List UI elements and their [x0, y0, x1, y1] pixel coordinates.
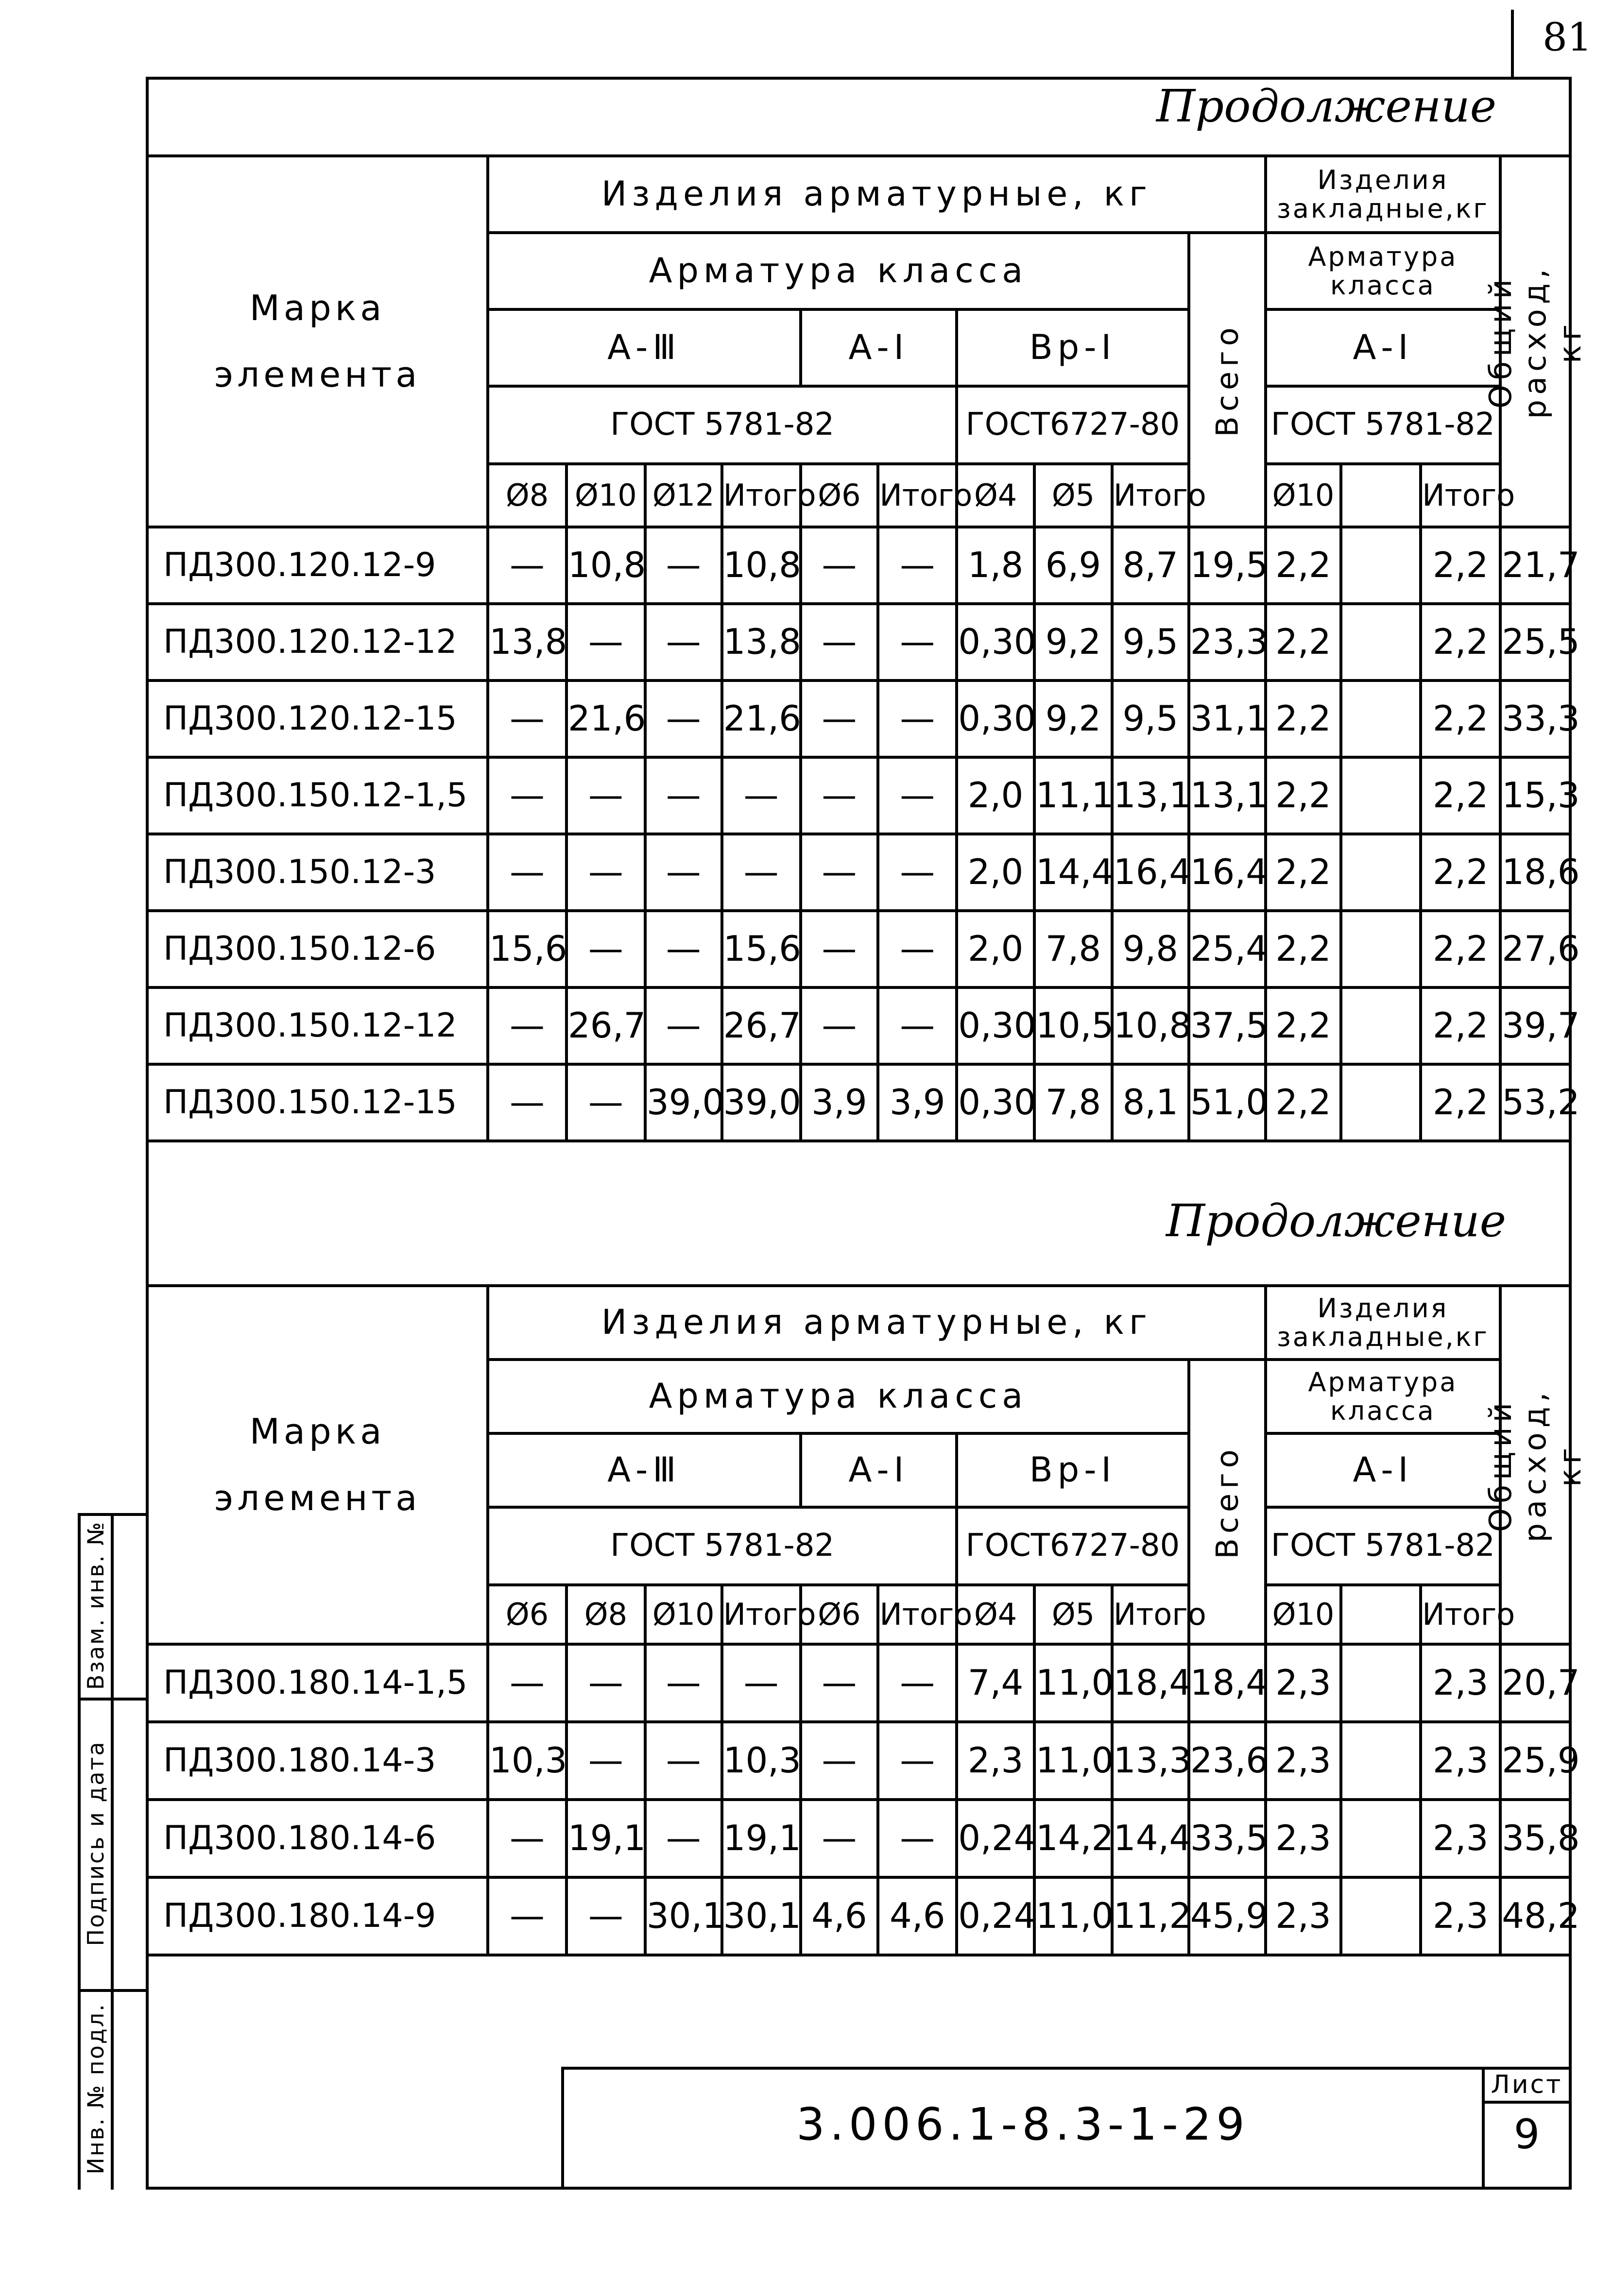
- subcol-header: Ø4: [957, 464, 1034, 527]
- table2: [146, 1284, 1588, 1956]
- table1-body: [147, 527, 1580, 1141]
- value-cell: 35,8: [1500, 1800, 1570, 1877]
- value-cell: 2,0: [957, 834, 1034, 911]
- value-cell: [1341, 1064, 1421, 1141]
- table-row: [147, 834, 1570, 911]
- value-cell: [1341, 757, 1421, 834]
- value-cell: —: [878, 1644, 957, 1722]
- embedded-gost-5781-header: ГОСТ 5781-82: [1266, 1507, 1501, 1585]
- table-row: [147, 1064, 1570, 1141]
- value-cell: 20,7: [1500, 1644, 1570, 1722]
- value-cell: 4,6: [878, 1877, 957, 1955]
- subcol-header: Ø10: [1266, 1585, 1341, 1644]
- value-cell: 19,5: [1189, 527, 1266, 604]
- table2-caption: Продолжение: [1166, 1195, 1507, 1247]
- value-cell: [1341, 680, 1421, 757]
- subcol-header: Ø10: [645, 1585, 722, 1644]
- value-cell: 33,5: [1189, 1800, 1266, 1877]
- value-cell: 7,8: [1034, 1064, 1112, 1141]
- table-row: [147, 680, 1570, 757]
- overall-header: [1483, 156, 1588, 527]
- value-cell: 14,2: [1034, 1800, 1112, 1877]
- element-mark-cell: ПД300.180.14-1,5: [147, 1644, 488, 1722]
- page-number: 81: [1543, 15, 1592, 60]
- subcol-header: Итого: [722, 464, 801, 527]
- value-cell: 2,2: [1266, 987, 1341, 1064]
- value-cell: —: [645, 987, 722, 1064]
- value-cell: 11,0: [1034, 1877, 1112, 1955]
- subcol-header: Итого: [722, 1585, 801, 1644]
- value-cell: 10,3: [488, 1722, 566, 1800]
- value-cell: 30,1: [722, 1877, 801, 1955]
- value-cell: 9,2: [1034, 604, 1112, 680]
- value-cell: 4,6: [801, 1877, 878, 1955]
- subcol-header: Ø10: [566, 464, 645, 527]
- value-cell: 26,7: [566, 987, 645, 1064]
- element-mark-header: Марка элемента: [147, 1286, 488, 1644]
- sidebar-original-inv: Инв. № подл.: [83, 2003, 109, 2175]
- value-cell: —: [645, 1722, 722, 1800]
- element-mark-cell: ПД300.120.12-9: [147, 527, 488, 604]
- gost-5781-header: ГОСТ 5781-82: [488, 1507, 957, 1585]
- frame-bottom-line: [146, 2187, 1572, 2190]
- total-label: Всего: [1209, 323, 1245, 437]
- table-row: [147, 1722, 1570, 1800]
- value-cell: —: [878, 834, 957, 911]
- value-cell: —: [801, 680, 878, 757]
- value-cell: 19,1: [722, 1800, 801, 1877]
- value-cell: [1341, 834, 1421, 911]
- value-cell: 23,6: [1189, 1722, 1266, 1800]
- value-cell: 11,2: [1112, 1877, 1189, 1955]
- value-cell: 2,3: [1266, 1722, 1341, 1800]
- total-label: Всего: [1209, 1445, 1245, 1559]
- value-cell: 2,3: [1266, 1644, 1341, 1722]
- value-cell: —: [801, 987, 878, 1064]
- value-cell: 13,1: [1112, 757, 1189, 834]
- table1: [146, 154, 1588, 1142]
- value-cell: —: [878, 911, 957, 987]
- value-cell: —: [878, 987, 957, 1064]
- class-a3-header: А-Ⅲ: [488, 1433, 800, 1507]
- value-cell: 9,2: [1034, 680, 1112, 757]
- table-row: [147, 987, 1570, 1064]
- value-cell: 51,0: [1189, 1064, 1266, 1141]
- table-row: [147, 911, 1570, 987]
- class-bp1-header: Вр-I: [957, 1433, 1189, 1507]
- overall-header: [1483, 1286, 1588, 1644]
- value-cell: 0,30: [957, 987, 1034, 1064]
- total-header: [1189, 1360, 1266, 1644]
- value-cell: 9,5: [1112, 680, 1189, 757]
- sidebar-divider-1: [78, 1698, 149, 1701]
- frame-top-line: [146, 77, 1572, 80]
- element-mark-cell: ПД300.150.12-1,5: [147, 757, 488, 834]
- value-cell: —: [488, 1800, 566, 1877]
- value-cell: 13,8: [722, 604, 801, 680]
- value-cell: 11,0: [1034, 1722, 1112, 1800]
- value-cell: 2,0: [957, 757, 1034, 834]
- subcol-header: Итого: [1112, 1585, 1189, 1644]
- value-cell: 0,30: [957, 1064, 1034, 1141]
- value-cell: 10,8: [1112, 987, 1189, 1064]
- value-cell: 2,2: [1421, 680, 1500, 757]
- value-cell: —: [722, 834, 801, 911]
- table2-body: [147, 1644, 1580, 1955]
- element-mark-cell: ПД300.150.12-3: [147, 834, 488, 911]
- value-cell: —: [488, 987, 566, 1064]
- value-cell: 2,2: [1421, 604, 1500, 680]
- subcol-header: Ø8: [488, 464, 566, 527]
- subcol-header: Ø5: [1034, 464, 1112, 527]
- class-a1-header: А-I: [801, 1433, 957, 1507]
- value-cell: —: [878, 1722, 957, 1800]
- value-cell: [1341, 987, 1421, 1064]
- sidebar-divider-2: [78, 1989, 149, 1992]
- value-cell: 39,0: [645, 1064, 722, 1141]
- value-cell: 2,2: [1421, 987, 1500, 1064]
- value-cell: [1341, 1722, 1421, 1800]
- page-number-divider: [1511, 10, 1514, 78]
- value-cell: —: [645, 680, 722, 757]
- element-mark-cell: ПД300.180.14-6: [147, 1800, 488, 1877]
- value-cell: 18,4: [1112, 1644, 1189, 1722]
- value-cell: 2,2: [1266, 834, 1341, 911]
- value-cell: 2,0: [957, 911, 1034, 987]
- value-cell: —: [488, 1064, 566, 1141]
- value-cell: 0,24: [957, 1877, 1034, 1955]
- value-cell: 2,3: [1421, 1877, 1500, 1955]
- value-cell: 2,2: [1421, 834, 1500, 911]
- value-cell: —: [645, 604, 722, 680]
- value-cell: 2,2: [1266, 604, 1341, 680]
- value-cell: 15,3: [1500, 757, 1570, 834]
- value-cell: —: [488, 757, 566, 834]
- value-cell: 3,9: [801, 1064, 878, 1141]
- value-cell: 0,30: [957, 604, 1034, 680]
- element-mark-cell: ПД300.120.12-15: [147, 680, 488, 757]
- value-cell: —: [722, 1644, 801, 1722]
- class-bp1-header: Вр-I: [957, 309, 1189, 386]
- value-cell: 0,24: [957, 1800, 1034, 1877]
- gost-6727-header: ГОСТ6727-80: [957, 1507, 1189, 1585]
- value-cell: 48,2: [1500, 1877, 1570, 1955]
- subcol-header: Итого: [1421, 464, 1500, 527]
- value-cell: 37,5: [1189, 987, 1266, 1064]
- class-a1-header: А-I: [801, 309, 957, 386]
- subcol-header: Ø6: [801, 464, 878, 527]
- value-cell: 15,6: [722, 911, 801, 987]
- value-cell: 18,4: [1189, 1644, 1266, 1722]
- value-cell: 53,2: [1500, 1064, 1570, 1141]
- element-mark-cell: ПД300.120.12-12: [147, 604, 488, 680]
- rebar-class-header: Арматура класса: [488, 233, 1189, 309]
- value-cell: 10,8: [722, 527, 801, 604]
- value-cell: —: [566, 1644, 645, 1722]
- value-cell: [1341, 1800, 1421, 1877]
- value-cell: [1341, 1877, 1421, 1955]
- embedded-class-a1-header: А-I: [1266, 309, 1501, 386]
- table-row: [147, 604, 1570, 680]
- value-cell: 2,2: [1421, 757, 1500, 834]
- value-cell: —: [801, 1722, 878, 1800]
- value-cell: —: [801, 1644, 878, 1722]
- subcol-header: Итого: [1112, 464, 1189, 527]
- value-cell: —: [878, 757, 957, 834]
- value-cell: 2,3: [1266, 1800, 1341, 1877]
- value-cell: 2,2: [1266, 1064, 1341, 1141]
- value-cell: 2,3: [1421, 1644, 1500, 1722]
- value-cell: 6,9: [1034, 527, 1112, 604]
- value-cell: —: [566, 1064, 645, 1141]
- embedded-rebar-class-header: Арматура класса: [1266, 1360, 1501, 1433]
- value-cell: 13,8: [488, 604, 566, 680]
- value-cell: —: [645, 911, 722, 987]
- value-cell: 2,2: [1421, 1064, 1500, 1141]
- value-cell: —: [566, 1877, 645, 1955]
- value-cell: 33,3: [1500, 680, 1570, 757]
- table1-caption: Продолжение: [1156, 80, 1497, 132]
- value-cell: 25,9: [1500, 1722, 1570, 1800]
- value-cell: 31,1: [1189, 680, 1266, 757]
- table-row: [147, 1800, 1570, 1877]
- subcol-header: [1341, 1585, 1421, 1644]
- value-cell: 2,2: [1421, 527, 1500, 604]
- subcol-header: [1341, 464, 1421, 527]
- value-cell: 9,5: [1112, 604, 1189, 680]
- sidebar-left-line: [78, 1513, 81, 2190]
- element-mark-cell: ПД300.150.12-12: [147, 987, 488, 1064]
- value-cell: —: [566, 1722, 645, 1800]
- subcol-header: Итого: [878, 464, 957, 527]
- value-cell: 16,4: [1189, 834, 1266, 911]
- value-cell: —: [801, 834, 878, 911]
- value-cell: —: [801, 604, 878, 680]
- value-cell: —: [878, 604, 957, 680]
- subcol-header: Ø6: [801, 1585, 878, 1644]
- value-cell: 21,6: [566, 680, 645, 757]
- value-cell: 7,4: [957, 1644, 1034, 1722]
- value-cell: —: [488, 527, 566, 604]
- table-row: [147, 1877, 1570, 1955]
- embedded-products-header: Изделия закладные,кг: [1266, 156, 1501, 233]
- table-row: [147, 527, 1570, 604]
- value-cell: 13,1: [1189, 757, 1266, 834]
- value-cell: 27,6: [1500, 911, 1570, 987]
- sheet-number: 9: [1513, 2110, 1540, 2158]
- value-cell: 2,2: [1266, 527, 1341, 604]
- overall-label: Общий расход, кг: [1483, 1387, 1588, 1543]
- sidebar-top-tick: [78, 1513, 149, 1516]
- total-header: [1189, 233, 1266, 527]
- sheet-label: Лист: [1491, 2070, 1563, 2099]
- rebar-class-header: Арматура класса: [488, 1360, 1189, 1433]
- value-cell: 0,30: [957, 680, 1034, 757]
- value-cell: [1341, 911, 1421, 987]
- element-mark-cell: ПД300.180.14-3: [147, 1722, 488, 1800]
- element-mark-cell: ПД300.150.12-15: [147, 1064, 488, 1141]
- subcol-header: Ø5: [1034, 1585, 1112, 1644]
- value-cell: 14,4: [1034, 834, 1112, 911]
- value-cell: 2,3: [957, 1722, 1034, 1800]
- value-cell: —: [566, 834, 645, 911]
- value-cell: 2,2: [1266, 757, 1341, 834]
- element-mark-cell: ПД300.150.12-6: [147, 911, 488, 987]
- value-cell: 39,7: [1500, 987, 1570, 1064]
- value-cell: —: [566, 911, 645, 987]
- value-cell: 2,2: [1421, 911, 1500, 987]
- value-cell: 25,5: [1500, 604, 1570, 680]
- value-cell: 1,8: [957, 527, 1034, 604]
- value-cell: 2,2: [1266, 911, 1341, 987]
- value-cell: [1341, 1644, 1421, 1722]
- value-cell: —: [645, 1800, 722, 1877]
- value-cell: —: [878, 527, 957, 604]
- class-a3-header: А-Ⅲ: [488, 309, 800, 386]
- value-cell: 10,5: [1034, 987, 1112, 1064]
- subcol-header: Ø4: [957, 1585, 1034, 1644]
- value-cell: —: [801, 911, 878, 987]
- value-cell: 26,7: [722, 987, 801, 1064]
- value-cell: 8,1: [1112, 1064, 1189, 1141]
- sidebar-signature-date: Подпись и дата: [83, 1740, 109, 1946]
- value-cell: —: [566, 757, 645, 834]
- embedded-gost-5781-header: ГОСТ 5781-82: [1266, 386, 1501, 464]
- value-cell: —: [488, 1877, 566, 1955]
- value-cell: 11,1: [1034, 757, 1112, 834]
- sidebar-right-line: [111, 1513, 114, 2190]
- overall-label: Общий расход, кг: [1483, 264, 1588, 419]
- titleblock-sheet-label-line: [1482, 2101, 1572, 2104]
- value-cell: 10,3: [722, 1722, 801, 1800]
- value-cell: 7,8: [1034, 911, 1112, 987]
- value-cell: 14,4: [1112, 1800, 1189, 1877]
- value-cell: —: [488, 1644, 566, 1722]
- value-cell: —: [488, 834, 566, 911]
- value-cell: —: [878, 1800, 957, 1877]
- element-mark-header: Марка элемента: [147, 156, 488, 527]
- value-cell: 2,3: [1421, 1800, 1500, 1877]
- subcol-header: Ø8: [566, 1585, 645, 1644]
- value-cell: —: [801, 757, 878, 834]
- subcol-header: Ø10: [1266, 464, 1341, 527]
- value-cell: 45,9: [1189, 1877, 1266, 1955]
- value-cell: —: [645, 757, 722, 834]
- subcol-header: Итого: [878, 1585, 957, 1644]
- value-cell: 18,6: [1500, 834, 1570, 911]
- element-mark-cell: ПД300.180.14-9: [147, 1877, 488, 1955]
- value-cell: 9,8: [1112, 911, 1189, 987]
- value-cell: 23,3: [1189, 604, 1266, 680]
- value-cell: 19,1: [566, 1800, 645, 1877]
- value-cell: —: [488, 680, 566, 757]
- subcol-header: Итого: [1421, 1585, 1500, 1644]
- value-cell: 25,4: [1189, 911, 1266, 987]
- value-cell: —: [645, 1644, 722, 1722]
- value-cell: 15,6: [488, 911, 566, 987]
- value-cell: 39,0: [722, 1064, 801, 1141]
- value-cell: 2,3: [1266, 1877, 1341, 1955]
- value-cell: —: [722, 757, 801, 834]
- value-cell: 2,3: [1421, 1722, 1500, 1800]
- value-cell: 8,7: [1112, 527, 1189, 604]
- rebar-products-header: Изделия арматурные, кг: [488, 156, 1265, 233]
- value-cell: [1341, 604, 1421, 680]
- table-row: [147, 1644, 1570, 1722]
- value-cell: 11,0: [1034, 1644, 1112, 1722]
- gost-6727-header: ГОСТ6727-80: [957, 386, 1189, 464]
- value-cell: —: [566, 604, 645, 680]
- embedded-products-header: Изделия закладные,кг: [1266, 1286, 1501, 1360]
- value-cell: —: [645, 834, 722, 911]
- subcol-header: Ø12: [645, 464, 722, 527]
- value-cell: [1341, 527, 1421, 604]
- value-cell: 3,9: [878, 1064, 957, 1141]
- titleblock-top-line: [561, 2067, 1572, 2070]
- value-cell: —: [801, 1800, 878, 1877]
- value-cell: —: [878, 680, 957, 757]
- rebar-products-header: Изделия арматурные, кг: [488, 1286, 1265, 1360]
- table-row: [147, 757, 1570, 834]
- embedded-rebar-class-header: Арматура класса: [1266, 233, 1501, 309]
- subcol-header: Ø6: [488, 1585, 566, 1644]
- value-cell: 21,7: [1500, 527, 1570, 604]
- value-cell: 30,1: [645, 1877, 722, 1955]
- value-cell: 10,8: [566, 527, 645, 604]
- value-cell: —: [645, 527, 722, 604]
- value-cell: —: [801, 527, 878, 604]
- gost-5781-header: ГОСТ 5781-82: [488, 386, 957, 464]
- embedded-class-a1-header: А-I: [1266, 1433, 1501, 1507]
- value-cell: 16,4: [1112, 834, 1189, 911]
- value-cell: 21,6: [722, 680, 801, 757]
- value-cell: 2,2: [1266, 680, 1341, 757]
- sidebar-replacement-inv: Взам. инв. №: [83, 1520, 109, 1690]
- value-cell: 13,3: [1112, 1722, 1189, 1800]
- document-code: 3.006.1-8.3-1-29: [796, 2098, 1250, 2150]
